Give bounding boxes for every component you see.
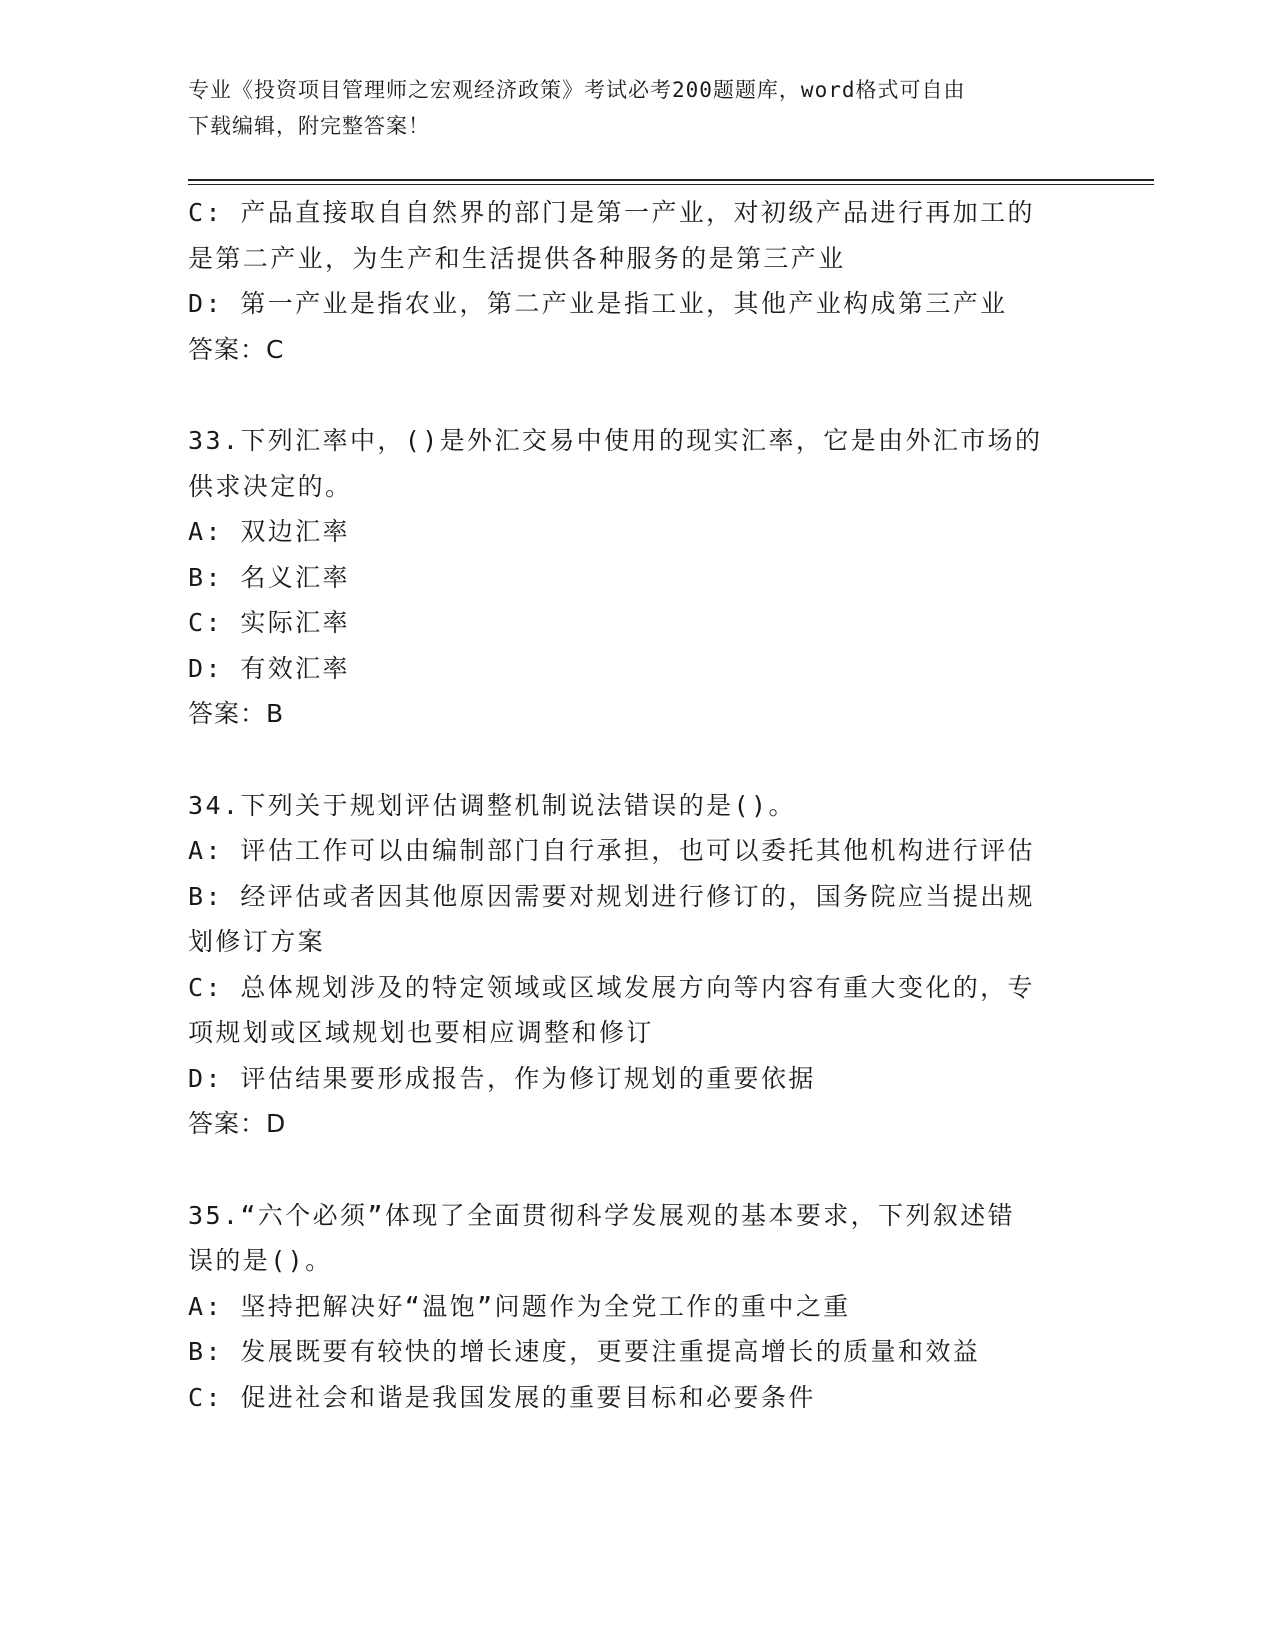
option-d: D: 第一产业是指农业，第二产业是指工业，其他产业构成第三产业 bbox=[188, 289, 1008, 318]
question-content bbox=[188, 190, 1088, 1420]
option-b-line-1: B: 经评估或者因其他原因需要对规划进行修订的，国务院应当提出规 bbox=[188, 881, 1035, 911]
header-line-2: 下载编辑，附完整答案！ bbox=[188, 114, 430, 138]
option-c-line-1: C: 产品直接取自自然界的部门是第一产业，对初级产品进行再加工的 bbox=[188, 198, 1035, 227]
header-rule-thick bbox=[188, 179, 1154, 181]
option-a: A: 坚持把解决好“温饱”问题作为全党工作的重中之重 bbox=[188, 1291, 851, 1321]
option-c: C: 实际汇率 bbox=[188, 608, 350, 637]
question-stem-line-1: 33.下列汇率中，()是外汇交易中使用的现实汇率，它是由外汇市场的 bbox=[188, 426, 1043, 455]
question-32-continuation bbox=[188, 190, 1088, 372]
answer: 答案：D bbox=[188, 1109, 287, 1138]
spacer bbox=[188, 737, 1088, 783]
page-header bbox=[188, 72, 1068, 144]
question-stem-line-2: 供求决定的。 bbox=[188, 471, 353, 501]
option-c-line-2: 是第二产业，为生产和生活提供各种服务的是第三产业 bbox=[188, 243, 846, 273]
answer: 答案：C bbox=[188, 334, 285, 364]
option-d: D: 评估结果要形成报告，作为修订规划的重要依据 bbox=[188, 1063, 816, 1093]
header-rule-thin bbox=[188, 184, 1154, 185]
question-stem-line-1: 35.“六个必须”体现了全面贯彻科学发展观的基本要求，下列叙述错 bbox=[188, 1200, 1016, 1230]
spacer bbox=[188, 372, 1088, 418]
option-b-line-2: 划修订方案 bbox=[188, 927, 326, 956]
option-c-line-1: C: 总体规划涉及的特定领域或区域发展方向等内容有重大变化的，专 bbox=[188, 972, 1035, 1002]
header-line-1: 专业《投资项目管理师之宏观经济政策》考试必考200题题库，word格式可自由 bbox=[188, 78, 966, 102]
question-35 bbox=[188, 1193, 1088, 1421]
option-b: B: 名义汇率 bbox=[188, 562, 350, 592]
option-c-line-2: 项规划或区域规划也要相应调整和修订 bbox=[188, 1018, 654, 1047]
option-a: A: 双边汇率 bbox=[188, 517, 350, 546]
question-stem-line-1: 34.下列关于规划评估调整机制说法错误的是()。 bbox=[188, 790, 796, 820]
answer: 答案：B bbox=[188, 699, 285, 728]
question-stem-line-2: 误的是()。 bbox=[188, 1246, 333, 1275]
option-c: C: 促进社会和谐是我国发展的重要目标和必要条件 bbox=[188, 1382, 816, 1412]
option-a: A: 评估工作可以由编制部门自行承担，也可以委托其他机构进行评估 bbox=[188, 836, 1035, 865]
spacer bbox=[188, 1147, 1088, 1193]
option-d: D: 有效汇率 bbox=[188, 653, 350, 683]
question-33 bbox=[188, 418, 1088, 737]
question-34 bbox=[188, 783, 1088, 1147]
option-b: B: 发展既要有较快的增长速度，更要注重提高增长的质量和效益 bbox=[188, 1337, 981, 1366]
